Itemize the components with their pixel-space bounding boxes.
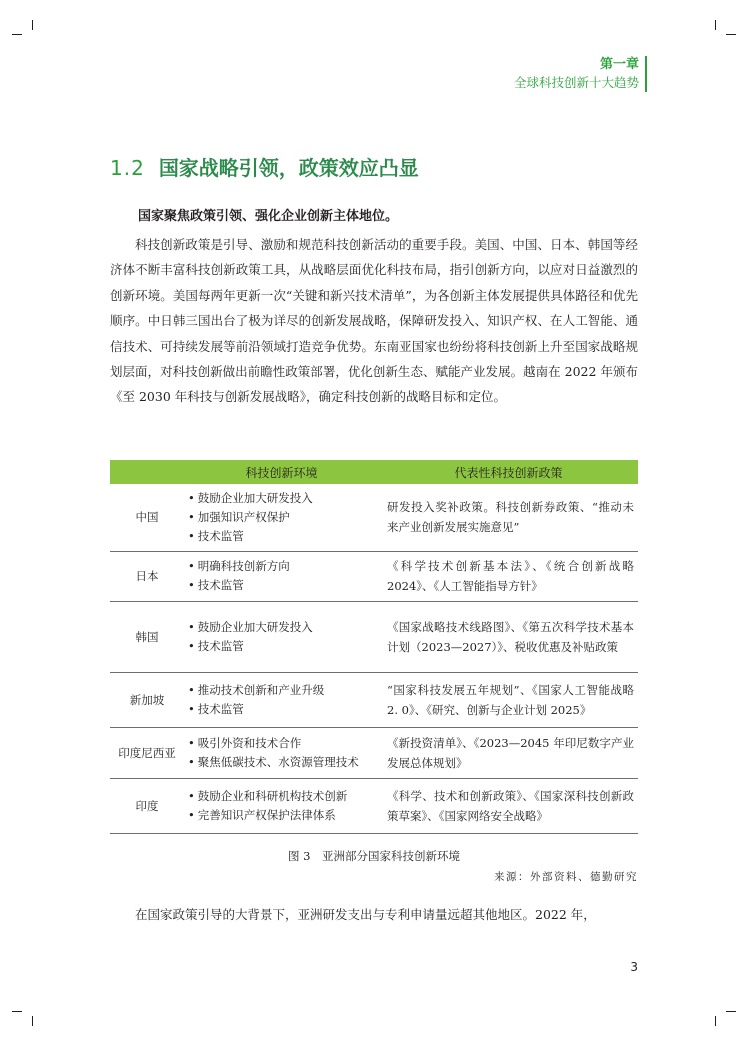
country-cell: 印度 (110, 778, 184, 833)
country-cell: 印度尼西亚 (110, 727, 184, 778)
environment-item: • 加强知识产权保护 (188, 508, 378, 527)
country-cell: 韩国 (110, 601, 184, 672)
policy-cell: “国家科技发展五年规划”、《国家人工智能战略 2. 0》、《研究、创新与企业计划 2025》 (379, 672, 638, 727)
section-number: 1.2 (110, 156, 145, 180)
innovation-environment-table (110, 460, 638, 834)
chapter-subtitle: 全球科技创新十大趋势 (513, 75, 639, 90)
page-number: 3 (630, 960, 638, 974)
environment-item: • 技术监管 (188, 637, 378, 656)
environment-cell (184, 672, 379, 727)
country-cell: 日本 (110, 551, 184, 601)
environment-item: • 吸引外资和技术合作 (188, 734, 378, 753)
crop-mark-bottom-right-h (726, 1011, 736, 1012)
policy-cell: 《科学、技术和创新政策》、《国家深科技创新政策草案》、《国家网络安全战略》 (379, 778, 638, 833)
environment-item: • 鼓励企业加大研发投入 (188, 489, 378, 508)
policy-cell: 《科学技术创新基本法》、《统合创新战略2024》、《人工智能指导方针》 (379, 551, 638, 601)
crop-mark-top-right-h (726, 34, 736, 35)
source-note: 来源：外部资料、德勤研究 (494, 871, 638, 883)
environment-item: • 聚焦低碳技术、水资源管理技术 (188, 753, 378, 772)
environment-cell (184, 551, 379, 601)
environment-cell (184, 727, 379, 778)
crop-mark-top-right-v (715, 20, 716, 30)
crop-mark-top-left-h (12, 34, 22, 35)
table-row (110, 672, 638, 727)
environment-item: • 完善知识产权保护法律体系 (188, 806, 378, 825)
crop-mark-bottom-left-h (12, 1011, 22, 1012)
section-title: 国家战略引领，政策效应凸显 (158, 156, 419, 180)
environment-item: • 技术监管 (188, 527, 378, 546)
table-header-row (110, 460, 638, 484)
table-header-policy: 代表性科技创新政策 (379, 460, 638, 484)
environment-item: • 鼓励企业加大研发投入 (188, 618, 378, 637)
environment-item: • 技术监管 (188, 576, 378, 595)
environment-item: • 明确科技创新方向 (188, 557, 378, 576)
table-row (110, 727, 638, 778)
country-cell: 新加坡 (110, 672, 184, 727)
environment-item: • 鼓励企业和科研机构技术创新 (188, 787, 378, 806)
chapter-label: 第一章 (599, 57, 639, 72)
environment-item: • 推动技术创新和产业升级 (188, 681, 378, 700)
table-row (110, 601, 638, 672)
policy-cell: 研发投入奖补政策。科技创新券政策、“推动未来产业创新发展实施意见” (379, 484, 638, 551)
header-rule (645, 56, 647, 92)
environment-item: • 技术监管 (188, 700, 378, 719)
continuation-paragraph: 在国家政策引导的大背景下，亚洲研发支出与专利申请量远超其他地区。2022 年， (135, 907, 596, 922)
crop-mark-bottom-left-v (32, 1016, 33, 1026)
section-heading (110, 152, 419, 181)
lead-sentence: 国家聚焦政策引领、强化企业创新主体地位。 (138, 209, 399, 224)
policy-cell: 《国家战略技术线路图》、《第五次科学技术基本计划（2023—2027）》、税收优惠及补贴政策 (379, 601, 638, 672)
table-row (110, 778, 638, 833)
environment-cell (184, 601, 379, 672)
figure-caption: 图 3 亚洲部分国家科技创新环境 (288, 849, 460, 863)
environment-cell (184, 484, 379, 551)
crop-mark-bottom-right-v (715, 1016, 716, 1026)
policy-cell: 《新投资清单》、《2023—2045 年印尼数字产业发展总体规划》 (379, 727, 638, 778)
environment-cell (184, 778, 379, 833)
running-header (514, 57, 639, 91)
table-row (110, 551, 638, 601)
table-row (110, 484, 638, 551)
table-header-country (110, 460, 184, 484)
crop-mark-top-left-v (32, 20, 33, 30)
body-paragraph: 科技创新政策是引导、激励和规范科技创新活动的重要手段。美国、中国、日本、韩国等经济体不断丰富科技创新政策工具，从战略层面优化科技布局，指引创新方向，以应对日益激烈的创新环境。美国每两年更新一次“关键和新兴技术清单”，为各创新主体发展提供具体路径和优先顺序。中日韩三国出台了极为详尽的创新发展战略，保障研发投入、知识产权、在人工智能、通信技术、可持续发展等前沿领域打造竞争优势。东南亚国家也纷纷将科技创新上升至国家战略规划层面，对科技创新做出前瞻性政策部署，优化创新生态、赋能产业发展。越南在 2022 年颁布《至 2030 年科技与创新发展战略》，确定科技创新的战略目标和定位。 (110, 237, 638, 405)
table-header-environment: 科技创新环境 (184, 460, 379, 484)
country-cell: 中国 (110, 484, 184, 551)
